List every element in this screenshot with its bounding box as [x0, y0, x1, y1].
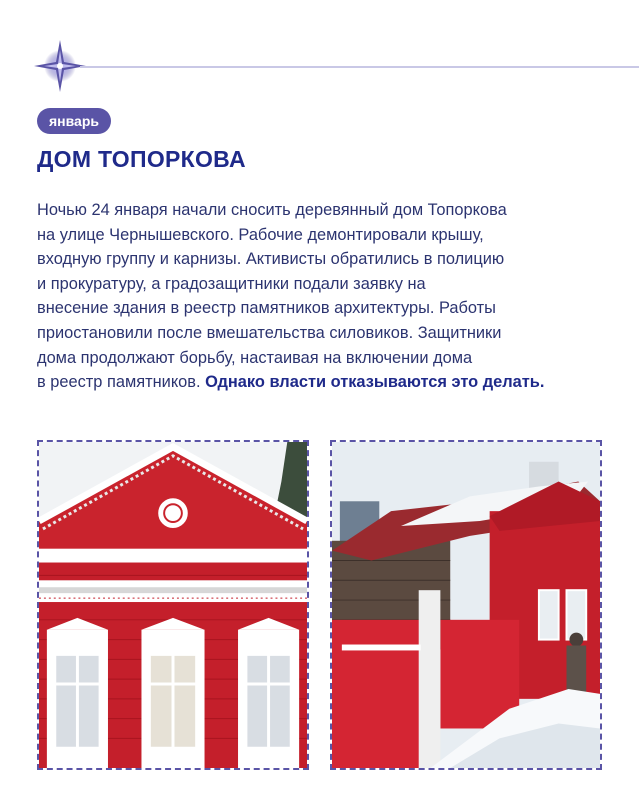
- article-line: внесение здания в реестр памятников архитектуры. Работы: [37, 299, 496, 318]
- page-title: ДОМ ТОПОРКОВА: [37, 146, 246, 172]
- month-tag: январь: [37, 108, 111, 134]
- article-last-line: [37, 370, 627, 395]
- article-line: приостановили после вмешательства силовиков. Защитники: [37, 323, 502, 342]
- photo-demolished-roof: [330, 440, 602, 770]
- article-line: входную группу и карнизы. Активисты обратились в полицию: [37, 250, 505, 269]
- photo-house-facade: [37, 440, 309, 770]
- article-line: дома продолжают борьбу, настаивая на включении дома: [37, 348, 473, 367]
- article-last-regular: в реестр памятников.: [37, 373, 206, 392]
- article-line: Ночью 24 января начали сносить деревянный дом Топоркова: [37, 201, 507, 219]
- article-line: и прокуратуру, а градозащитники подали заявку на: [37, 274, 426, 293]
- article-last-bold: Однако власти отказываются это делать.: [205, 373, 545, 392]
- header-divider: [80, 66, 639, 68]
- article-text: [37, 198, 627, 395]
- article-line: на улице Чернышевского. Рабочие демонтировали крышу,: [37, 225, 484, 244]
